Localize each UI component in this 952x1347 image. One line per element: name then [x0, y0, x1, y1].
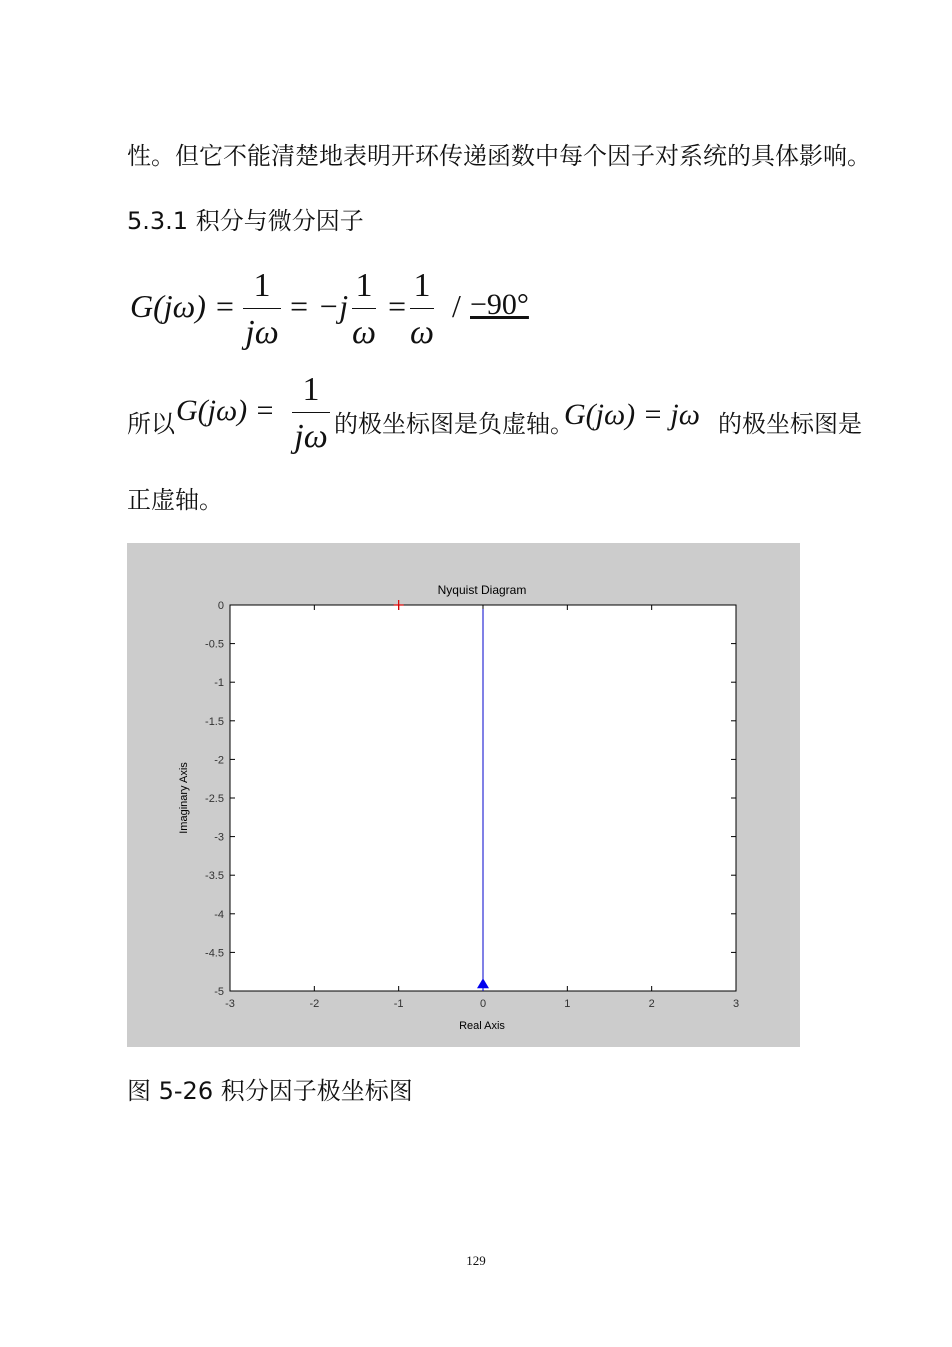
- x-tick-label: -2: [309, 998, 320, 1010]
- fraction: [410, 268, 434, 351]
- body-text-line: 性。但它不能清楚地表明开环传递函数中每个因子对系统的具体影响。: [127, 142, 871, 170]
- x-axis-label: Real Axis: [459, 1020, 505, 1032]
- y-tick-label: -3.5: [205, 870, 224, 883]
- numerator: 1: [302, 371, 320, 408]
- angle-slash: /: [452, 288, 461, 324]
- y-tick-label: -4: [214, 908, 224, 921]
- denominator: ω: [352, 314, 377, 352]
- equation-g-jw: G(jω) = jω: [564, 398, 700, 431]
- numerator: 1: [355, 267, 373, 304]
- equation-term: =: [386, 288, 408, 324]
- equation-term: = −j: [288, 288, 349, 324]
- x-tick-label: 1: [564, 998, 571, 1010]
- denominator: ω: [410, 314, 435, 352]
- page-number: 129: [466, 1253, 486, 1268]
- numerator: 1: [253, 267, 271, 304]
- y-tick-label: -4.5: [205, 947, 224, 960]
- y-tick-label: 0: [217, 600, 224, 612]
- x-tick-label: -1: [393, 998, 404, 1010]
- body-text-middle: 的极坐标图是负虚轴。: [334, 410, 574, 438]
- denominator: jω: [294, 418, 328, 456]
- numerator: 1: [413, 267, 431, 304]
- equation-lhs: G(jω) =: [130, 288, 236, 324]
- fraction-bar: [292, 412, 330, 413]
- angle-value: −90°: [470, 288, 529, 321]
- fraction: [243, 268, 281, 351]
- equation-lhs: G(jω) =: [176, 394, 275, 427]
- body-text-suffix: 的极坐标图是: [718, 410, 862, 438]
- y-tick-label: -0.5: [205, 638, 224, 651]
- x-tick-label: 0: [479, 998, 487, 1010]
- chart-title: Nyquist Diagram: [437, 583, 527, 597]
- figure-caption: 图 5-26 积分因子极坐标图: [127, 1077, 413, 1105]
- y-tick-label: -1.5: [205, 715, 224, 728]
- body-text-line: 正虚轴。: [127, 486, 223, 514]
- x-tick-label: -3: [225, 998, 235, 1010]
- y-tick-label: -3: [214, 831, 224, 844]
- denominator: jω: [245, 314, 279, 352]
- fraction-bar: [410, 308, 434, 309]
- body-text-prefix: 所以: [127, 410, 175, 438]
- fraction-bar: [243, 308, 281, 309]
- y-tick-label: -2.5: [205, 793, 224, 805]
- fraction: [292, 372, 330, 455]
- y-tick-label: -2: [214, 754, 224, 767]
- x-tick-label: 2: [648, 998, 655, 1010]
- equation-g-inverse: [176, 372, 336, 462]
- y-axis-label: Imaginary Axis: [178, 762, 190, 834]
- nyquist-diagram-figure: [127, 543, 800, 1047]
- equation-integral-factor: [130, 268, 570, 358]
- section-heading: 5.3.1 积分与微分因子: [127, 207, 364, 235]
- fraction-bar: [352, 308, 376, 309]
- x-tick-label: 3: [732, 998, 740, 1010]
- y-tick-label: -1: [214, 677, 224, 690]
- fraction: [352, 268, 376, 351]
- y-tick-label: -5: [214, 986, 224, 998]
